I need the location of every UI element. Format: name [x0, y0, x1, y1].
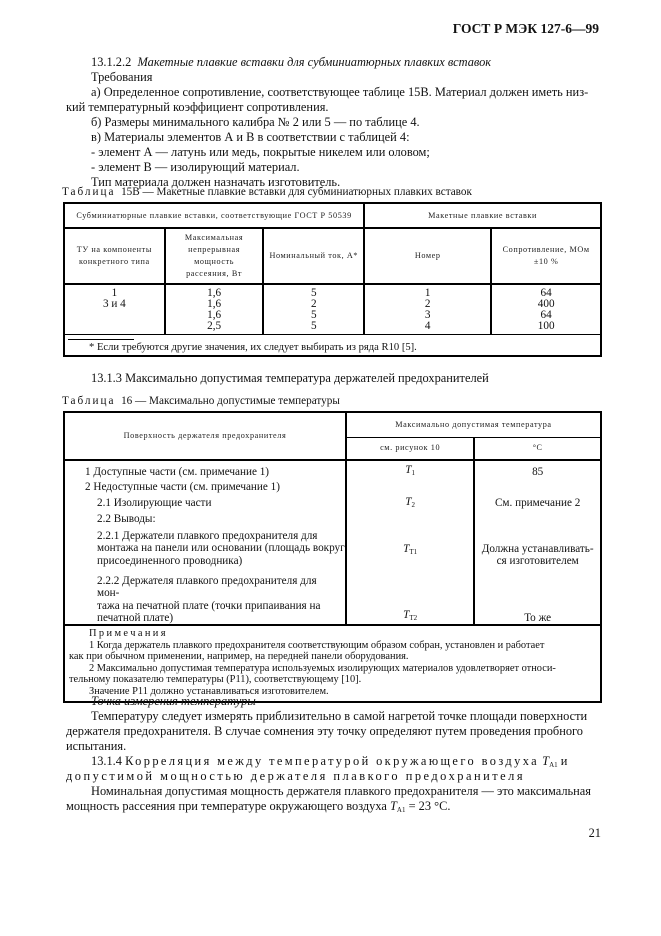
measurement-line-2: держателя предохранителя. В случае сомнения эту точку определяют путем проведения пробного [66, 724, 583, 738]
section-number: 13.1.4 [91, 754, 122, 768]
symbol: T [390, 799, 397, 813]
cell-value: 1 [424, 287, 431, 299]
section-1314-body-1: Номинальная допустимая мощность держателя плавкого предохранителя — это максимальная [91, 784, 592, 798]
row-label: 2 Недоступные части (см. примечание 1) [64, 479, 346, 495]
section-number: 13.1.2.2 [91, 55, 132, 69]
cell-value: 1,6 [207, 309, 222, 321]
row-label: 1 Доступные части (см. примечание 1) [64, 460, 346, 479]
section-13122-heading [66, 55, 626, 70]
cell-resistance [491, 284, 601, 334]
cell-value: 3 [424, 309, 431, 321]
caption-label: Таблица [62, 395, 116, 407]
subscript: T2 [409, 613, 418, 622]
caption-label: Таблица [62, 186, 116, 198]
table-16 [63, 411, 602, 703]
req-item-element-b: - элемент В — изолирующий материал. [91, 160, 300, 174]
table-row [64, 495, 601, 511]
row-value: То же [474, 571, 601, 625]
req-item-element-a: - элемент А — латунь или медь, покрытые никелем или оловом; [91, 145, 430, 159]
measurement-line-1: Температуру следует измерять приблизительно в самой нагретой точке площади поверхности [91, 709, 588, 723]
col-header-surface: Поверхность держателя предохранителя [64, 412, 346, 460]
cell-value: 100 [537, 320, 555, 332]
group-header-subminiature: Субминиатюрные плавкие вставки, соответствующие ГОСТ Р 50539 [64, 203, 364, 228]
table-row [64, 527, 601, 571]
body-text: мощность рассеяния при температуре окружающего воздуха [66, 799, 387, 813]
caption-text: 16 — Максимально допустимые температуры [121, 395, 340, 407]
measurement-title: Точка измерения температуры [91, 694, 256, 708]
row-value [474, 479, 601, 495]
row-label [64, 527, 346, 571]
cell-value: 2 [311, 298, 317, 310]
measurement-line-3: испытания. [66, 739, 127, 753]
document-id: ГОСТ Р МЭК 127-6—99 [452, 21, 599, 36]
row-label [64, 571, 346, 625]
note-line: Значение Р11 должно устанавливаться изготовителем. [89, 685, 329, 697]
section-1313-heading: 13.1.3 Максимально допустимая температура держателей предохранителей [91, 371, 489, 385]
symbol: T [403, 543, 410, 556]
caption-text: 15В — Макетные плавкие вставки для субминиатюрных плавких вставок [121, 186, 472, 198]
label-line: тажа на печатной плате (точки припаивания на [97, 599, 321, 612]
table16-caption [62, 395, 340, 407]
note-line: 2 Максимально допустимая температура используемых изолирующих материалов удовлетворяет относи- [89, 662, 556, 674]
table-row [64, 479, 601, 495]
table16-notes [64, 625, 601, 702]
subscript: 1 [411, 469, 415, 477]
req-item-b: б) Размеры минимального калибра № 2 или 5 — по таблице 4. [91, 115, 420, 129]
and-word: и [560, 754, 568, 768]
row-symbol [346, 495, 474, 511]
label-line: присоединенного проводника) [97, 554, 243, 567]
cell-value: 400 [537, 298, 555, 310]
cell-value: 5 [311, 320, 317, 332]
row-value [474, 511, 601, 527]
cell-value: 5 [311, 309, 317, 321]
req-item-a-2: кий температурный коэффициент сопротивления. [66, 100, 329, 114]
row-symbol [346, 511, 474, 527]
cell-value: 1,6 [207, 298, 222, 310]
subscript: 2 [411, 500, 415, 509]
req-item-material: Тип материала должен назначать изготовитель. [91, 175, 341, 189]
table-row [64, 511, 601, 527]
col-header-celsius: °С [474, 437, 601, 460]
table15b-footnote-cell [64, 334, 601, 356]
row-symbol [346, 460, 474, 479]
notes-heading: Примечания [89, 628, 168, 640]
cell-value: 1,6 [207, 287, 222, 299]
table-row [64, 571, 601, 625]
cell-number [364, 284, 491, 334]
label-line: печатной плате) [97, 611, 174, 624]
footnote-text: * Если требуются другие значения, их следует выбирать из ряда R10 [5]. [89, 341, 417, 353]
body-text: = 23 °С. [408, 799, 451, 813]
label-line: монтажа на панели или основании (площадь вокруг [97, 542, 345, 555]
note-line: 1 Когда держатель плавкого предохранителя соответствующим образом собран, установлен и работает [89, 639, 545, 651]
row-label: 2.1 Изолирующие части [64, 495, 346, 511]
requirements-heading: Требования [91, 70, 153, 84]
value-line: Должна устанавливать- [481, 543, 594, 556]
cell-value: 64 [540, 309, 552, 321]
table15b-caption [62, 186, 472, 198]
row-symbol [346, 527, 474, 571]
section-1314-heading-line2: допустимой мощностью держателя плавкого предохранителя [66, 769, 526, 783]
label-line: 2.2.1 Держатели плавкого предохранителя для [97, 530, 318, 543]
subscript: A1 [396, 806, 406, 814]
col-header-resistance: Сопротивление, МОм ±10 % [491, 228, 601, 284]
cell-value: 5 [311, 287, 317, 299]
col-header-power: Максимальная непрерывная мощность рассеяния, Вт [165, 228, 264, 284]
cell-value: 64 [540, 287, 552, 299]
note-line: как при обычном применении, например, на передней панели оборудования. [69, 651, 409, 663]
col-header-current: Номинальный ток, А* [263, 228, 364, 284]
row-label: 2.2 Выводы: [64, 511, 346, 527]
cell-value: 3 и 4 [102, 298, 126, 310]
col-header-spec: ТУ на компоненты конкретного типа [64, 228, 165, 284]
value-line: ся изготовителем [496, 555, 579, 568]
section-1314-body-2 [66, 799, 601, 818]
note-line: тельному показателю температуры (Р11), соответствующему [10]. [69, 674, 362, 686]
cell-power [165, 284, 264, 334]
symbol: T [542, 754, 550, 768]
group-header-dummy: Макетные плавкие вставки [364, 203, 601, 228]
cell-value: 2,5 [207, 320, 222, 332]
row-value [474, 527, 601, 571]
cell-current [263, 284, 364, 334]
col-header-max-temp: Максимально допустимая температура [346, 412, 601, 437]
table-row [64, 460, 601, 479]
symbol: T [405, 464, 412, 476]
col-header-figure: см. рисунок 10 [346, 437, 474, 460]
symbol: T [405, 495, 412, 508]
label-line: 2.2.2 Держателя плавкого предохранителя для мон- [97, 575, 317, 600]
symbol: T [403, 608, 410, 621]
footnote-rule [68, 339, 134, 340]
table-15b [63, 202, 602, 357]
cell-value: 2 [424, 298, 431, 310]
subscript: T1 [409, 548, 418, 557]
section-title: Корреляция между температурой окружающего воздуха [125, 754, 540, 768]
cell-value: 4 [424, 320, 431, 332]
cell-value: 1 [111, 287, 118, 299]
row-value: См. примечание 2 [474, 495, 601, 511]
row-symbol [346, 571, 474, 625]
cell-spec [64, 284, 165, 334]
row-symbol [346, 479, 474, 495]
row-value: 85 [474, 460, 601, 479]
section-title: Макетные плавкие вставки для субминиатюрных плавких вставок [137, 55, 492, 69]
req-item-a-1: а) Определенное сопротивление, соответствующее таблице 15В. Материал должен иметь низ- [91, 85, 589, 99]
req-item-c: в) Материалы элементов А и В в соответствии с таблицей 4: [91, 130, 410, 144]
subscript: A1 [549, 761, 558, 769]
col-header-number: Номер [364, 228, 491, 284]
page-number: 21 [588, 826, 601, 840]
